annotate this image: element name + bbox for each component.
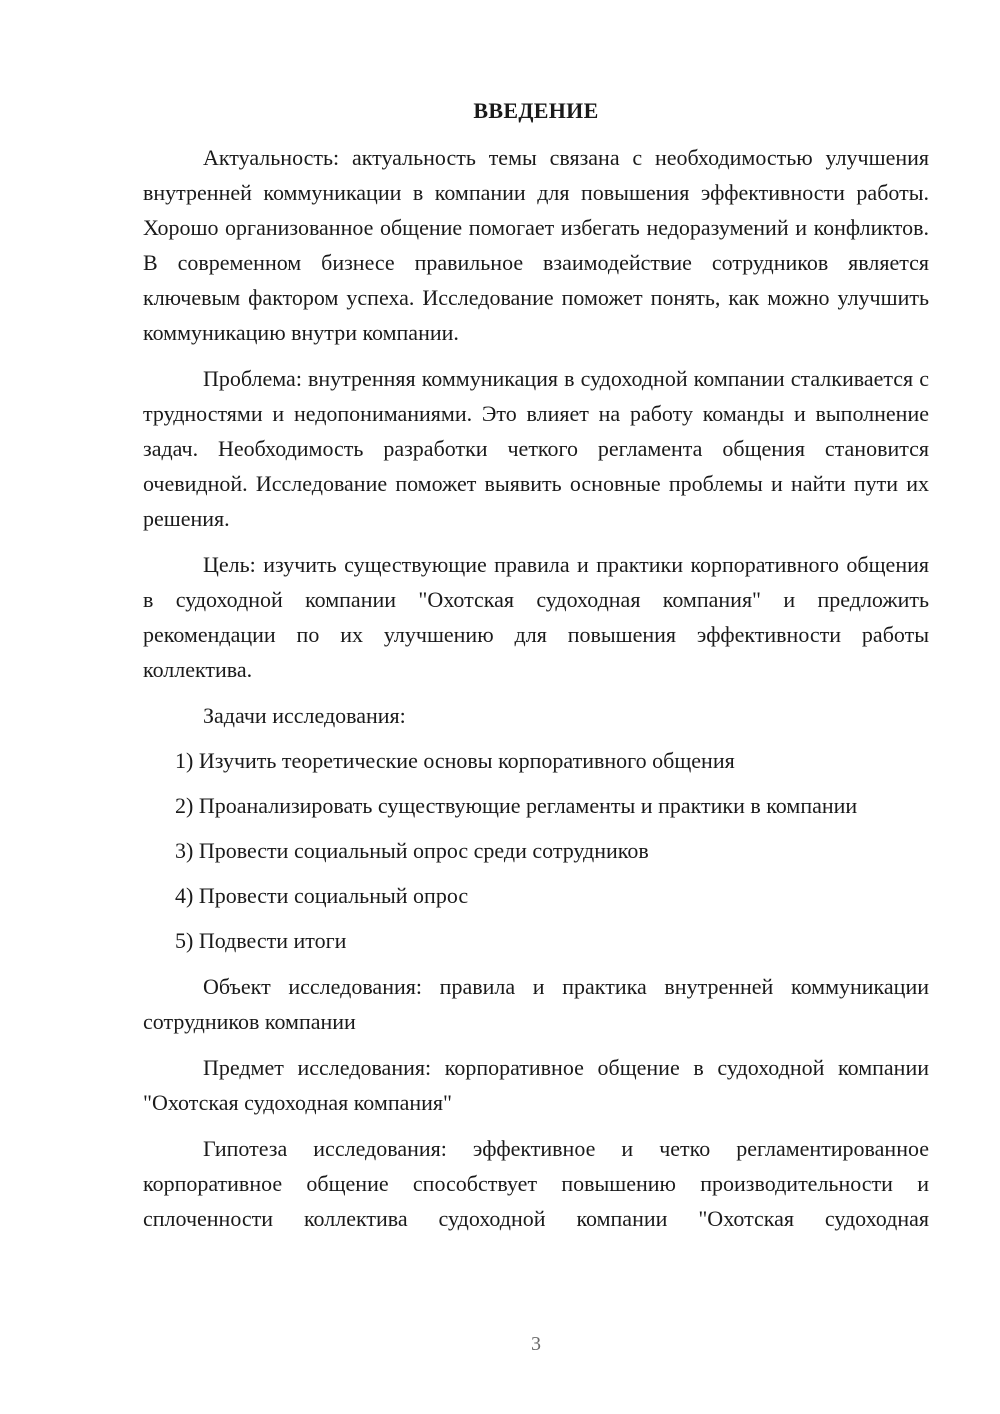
task-item-1: 1) Изучить теоретические основы корпоративного общения	[175, 748, 735, 773]
subject-paragraph: Предмет исследования: корпоративное общение в судоходной компании "Охотская судоходная компания"	[143, 1055, 929, 1115]
relevance-paragraph: Актуальность: актуальность темы связана с необходимостью улучшения внутренней коммуникации в компании для повышения эффективности работы. Хорошо организованное общение помогает избегать недоразумений и конфликтов. В современном бизнесе правильное взаимодействие сотрудников является ключевым фактором успеха. Исследование поможет понять, как можно улучшить коммуникацию внутри компании.	[143, 145, 929, 345]
task-item-2: 2) Проанализировать существующие регламенты и практики в компании	[175, 793, 858, 818]
task-item-5: 5) Подвести итоги	[175, 928, 347, 953]
problem-paragraph: Проблема: внутренняя коммуникация в судоходной компании сталкивается с трудностями и недопониманиями. Это влияет на работу команды и выполнение задач. Необходимость разработки четкого регламента общения становится очевидной. Исследование поможет выявить основные проблемы и найти пути их решения.	[143, 366, 929, 531]
goal-paragraph: Цель: изучить существующие правила и практики корпоративного общения в судоходной компании "Охотская судоходная компания" и предложить рекомендации по их улучшению для повышения эффективности работы коллектива.	[143, 552, 929, 682]
task-item-3: 3) Провести социальный опрос среди сотрудников	[175, 838, 649, 863]
tasks-heading: Задачи исследования:	[203, 703, 406, 728]
page-number: 3	[531, 1333, 541, 1355]
hypothesis-paragraph: Гипотеза исследования: эффективное и четко регламентированное корпоративное общение способствует повышению производительности и сплоченности коллектива судоходной компании "Охотская судоходная	[143, 1136, 929, 1231]
document-page	[143, 96, 929, 1236]
section-title: ВВЕДЕНИЕ	[473, 98, 599, 123]
task-item-4: 4) Провести социальный опрос	[175, 883, 469, 908]
object-paragraph: Объект исследования: правила и практика внутренней коммуникации сотрудников компании	[143, 974, 929, 1034]
